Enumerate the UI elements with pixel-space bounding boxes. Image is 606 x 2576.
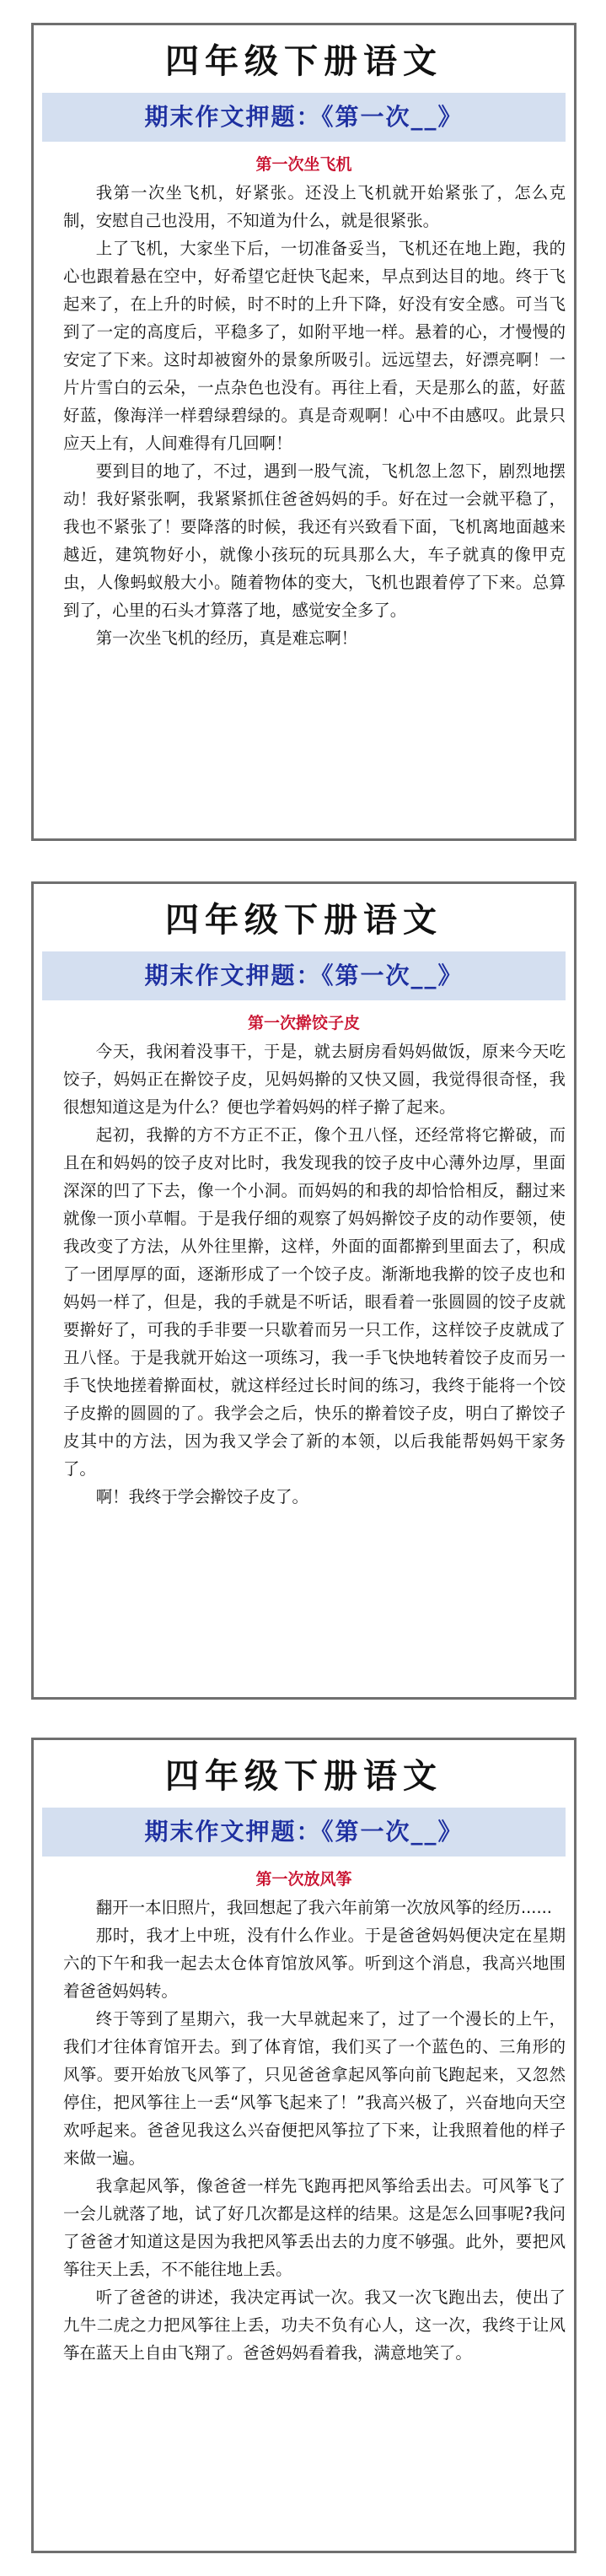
paragraph: 第一次坐飞机的经历，真是难忘啊！ xyxy=(95,628,358,648)
essay-body xyxy=(63,179,566,652)
paragraph: 要到目的地了，不过，遇到一股气流，飞机忽上忽下，剧烈地摆动！我好紧张啊，我紧紧抓住爸爸妈妈的手。好在过一会就平稳了，我也不紧张了！要降落的时候，我还有兴致看下面，飞机离地面越来越近，建筑物好小，就像小孩玩的玩具那么大，车子就真的像甲克虫，人像蚂蚁般大小。随着物体的变大，飞机也跟着停了下来。总算到了，心里的石头才算落了地，感觉安全多了。 xyxy=(63,461,566,620)
paragraph: 今天，我闲着没事干，于是，就去厨房看妈妈做饭，原来今天吃饺子，妈妈正在擀饺子皮，见妈妈擀的又快又圆，我觉得很奇怪，我很想知道这是为什么？便也学着妈妈的样子擀了起来。 xyxy=(63,1042,566,1117)
paragraph: 终于等到了星期六，我一大早就起来了，过了一个漫长的上午，我们才往体育馆开去。到了体育馆，我们买了一个蓝色的、三角形的风筝。要开始放飞风筝了，只见爸爸拿起风筝向前飞跑起来，又忽然停住，把风筝往上一丢“风筝飞起来了！”我高兴极了，兴奋地向天空欢呼起来。爸爸见我这么兴奋便把风筝拉了下来，让我照着他的样子来做一遍。 xyxy=(63,2009,566,2168)
prompt-banner: 期末作文押题：《第一次__》 xyxy=(42,93,566,142)
essay-page-1 xyxy=(31,23,577,841)
paragraph: 起初，我擀的方不方正不正，像个丑八怪，还经常将它擀破，而且在和妈妈的饺子皮对比时，我发现我的饺子皮中心薄外边厚，里面深深的凹了下去，像一个小洞。而妈妈的和我的却恰恰相反，翻过来就像一顶小草帽。于是我仔细的观察了妈妈擀饺子皮的动作要领，使我改变了方法，从外往里擀，这样，外面的面都擀到里面去了，积成了一团厚厚的面，逐渐形成了一个饺子皮。渐渐地我擀的饺子皮也和妈妈一样了，但是，我的手就是不听话，眼看着一张圆圆的饺子皮就要擀好了，可我的手非要一只歇着而另一只工作，这样饺子皮就成了丑八怪。于是我就开始这一项练习，我一手飞快地转着饺子皮而另一手飞快地搓着擀面杖，就这样经过长时间的练习，我终于能将一个饺子皮擀的圆圆的了。我学会之后，快乐的擀着饺子皮，明白了擀饺子皮其中的方法，因为我又学会了新的本领，以后我能帮妈妈干家务了。 xyxy=(63,1125,566,1479)
essay-title: 第一次擀饺子皮 xyxy=(247,1014,360,1032)
essay-body xyxy=(63,1037,566,1511)
prompt-banner: 期末作文押题：《第一次__》 xyxy=(42,951,566,1000)
page-title: 四年级下册语文 xyxy=(165,41,442,81)
paragraph: 上了飞机，大家坐下后，一切准备妥当，飞机还在地上跑，我的心也跟着悬在空中，好希望它赶快飞起来，早点到达目的地。终于飞起来了，在上升的时候，时不时的上升下降，好没有安全感。可当飞到了一定的高度后，平稳多了，如附平地一样。悬着的心，才慢慢的安定了下来。这时却被窗外的景象所吸引。远远望去，好漂亮啊！一片片雪白的云朵，一点杂色也没有。再往上看，天是那么的蓝，好蓝好蓝，像海洋一样碧绿碧绿的。真是奇观啊！心中不由感叹。此景只应天上有，人间难得有几回啊！ xyxy=(63,239,566,453)
paragraph: 我第一次坐飞机，好紧张。还没上飞机就开始紧张了，怎么克制，安慰自己也没用，不知道为什么，就是很紧张。 xyxy=(63,183,566,230)
page-title: 四年级下册语文 xyxy=(165,1756,442,1796)
paragraph: 翻开一本旧照片，我回想起了我六年前第一次放风筝的经历...... xyxy=(95,1898,552,1917)
essay-page-2 xyxy=(31,881,577,1700)
paragraph: 我拿起风筝，像爸爸一样先飞跑再把风筝给丢出去。可风筝飞了一会儿就落了地，试了好几次都是这样的结果。这是怎么回事呢?我问了爸爸才知道这是因为我把风筝丢出去的力度不够强。此外，要把风筝往天上丢，不不能往地上丢。 xyxy=(63,2176,566,2279)
essay-page-3 xyxy=(31,1738,577,2553)
essay-title: 第一次坐飞机 xyxy=(255,155,352,174)
paragraph: 啊！我终于学会擀饺子皮了。 xyxy=(95,1487,308,1506)
page-title: 四年级下册语文 xyxy=(165,900,442,940)
paragraph: 那时，我才上中班，没有什么作业。于是爸爸妈妈便决定在星期六的下午和我一起去太仓体育馆放风筝。听到这个消息，我高兴地围着爸爸妈妈转。 xyxy=(63,1926,566,2001)
paragraph: 听了爸爸的讲述，我决定再试一次。我又一次飞跑出去，使出了九牛二虎之力把风筝往上丢，功夫不负有心人，这一次，我终于让风筝在蓝天上自由飞翔了。爸爸妈妈看着我，满意地笑了。 xyxy=(63,2288,566,2363)
essay-title: 第一次放风筝 xyxy=(255,1870,352,1889)
prompt-banner: 期末作文押题：《第一次__》 xyxy=(42,1808,566,1857)
essay-body xyxy=(63,1894,566,2367)
